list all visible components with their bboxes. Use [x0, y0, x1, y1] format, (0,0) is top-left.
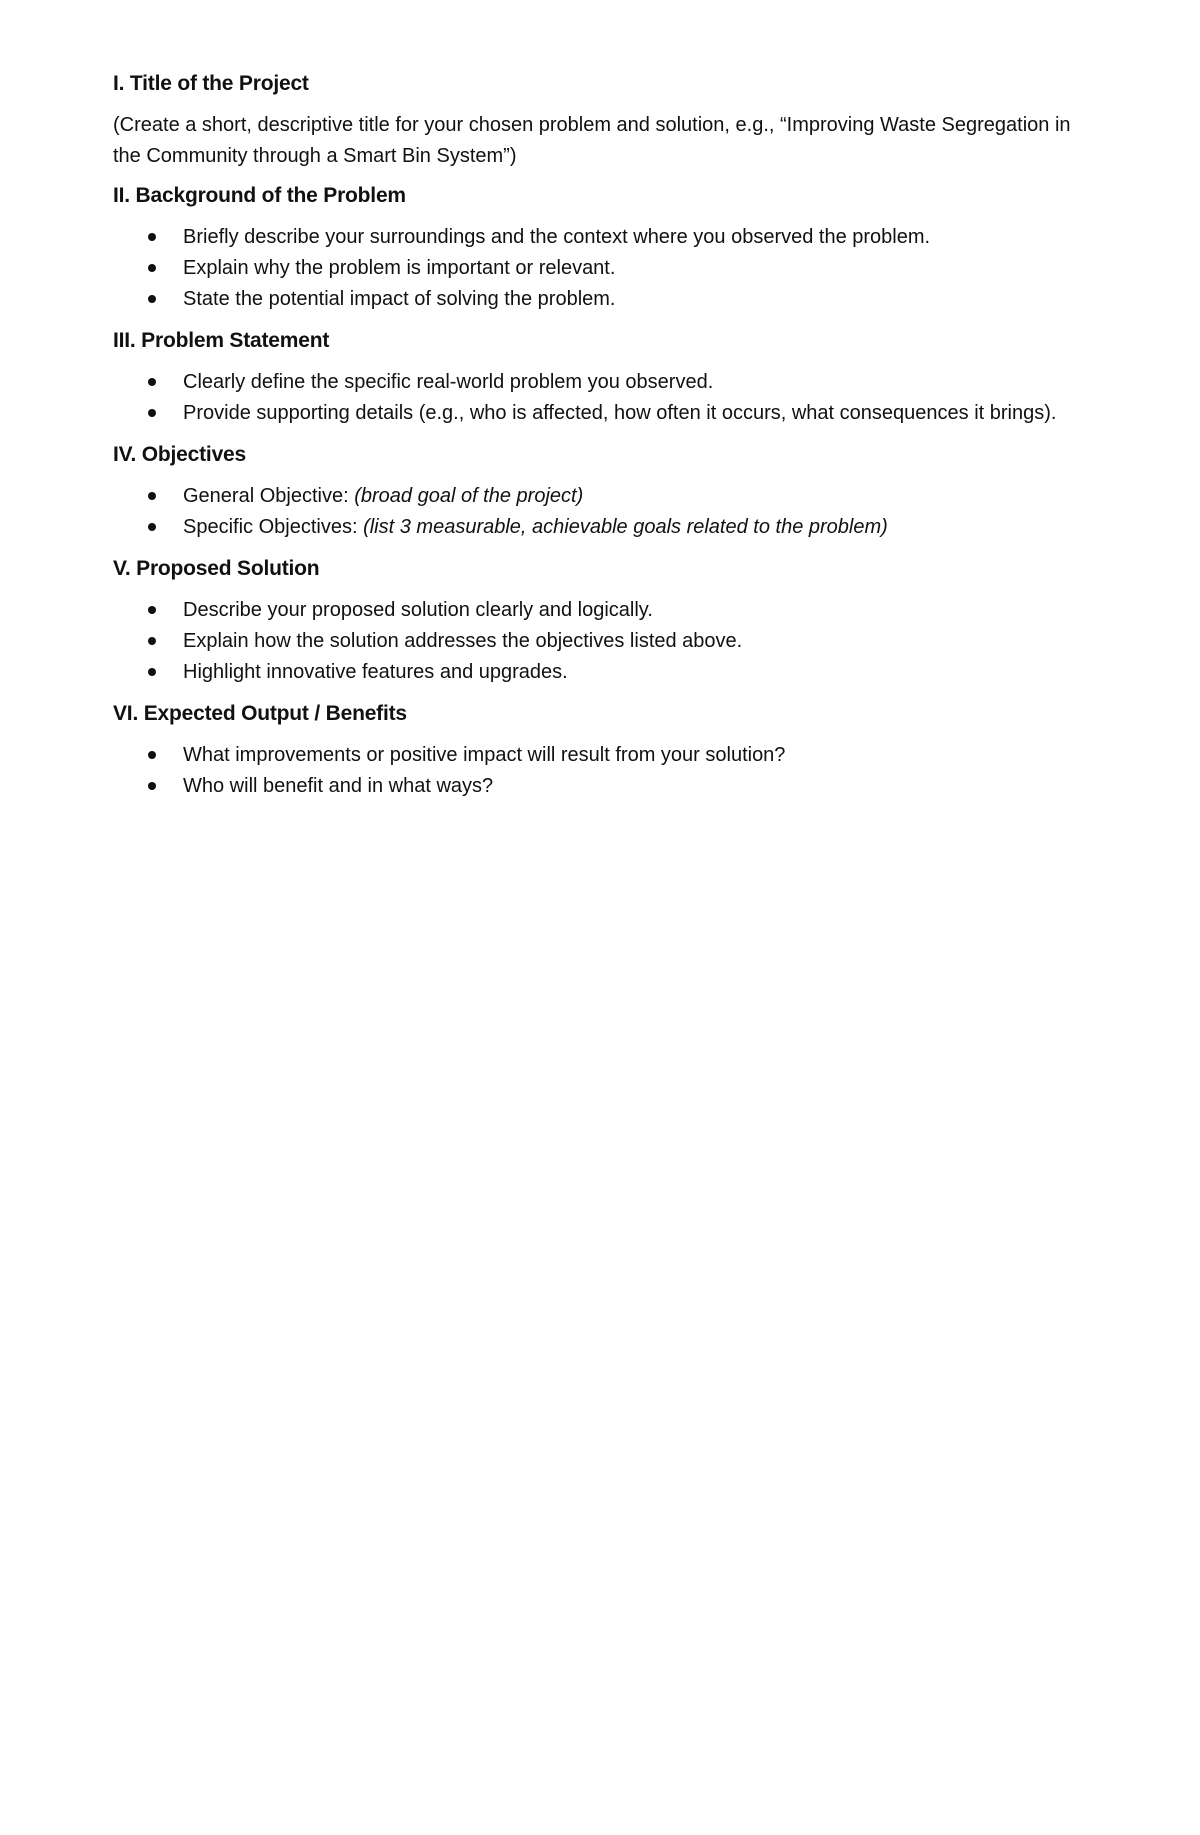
- list-item-text: Briefly describe your surroundings and the context where you observed the problem.: [183, 226, 931, 248]
- list-item-text: State the potential impact of solving the problem.: [183, 288, 616, 310]
- bullet-icon: [148, 378, 156, 386]
- bullet-list: [113, 481, 1090, 543]
- section-heading: I. Title of the Project: [113, 72, 309, 95]
- section-heading: IV. Objectives: [113, 443, 247, 466]
- section-heading: VI. Expected Output / Benefits: [113, 702, 407, 725]
- list-item-text: General Objective:: [183, 485, 355, 507]
- bullet-icon: [148, 606, 156, 614]
- list-item-text: Clearly define the specific real-world problem you observed.: [183, 371, 714, 393]
- bullet-list: [113, 595, 1090, 688]
- section-heading: V. Proposed Solution: [113, 557, 320, 580]
- bullet-list: [113, 367, 1090, 429]
- list-item: [113, 595, 1090, 626]
- bullet-icon: [148, 782, 156, 790]
- section-proposed-solution: [113, 555, 1090, 688]
- list-item-italic-note: (list 3 measurable, achievable goals related to the problem): [363, 516, 888, 538]
- section-background: [113, 182, 1090, 315]
- section-heading: III. Problem Statement: [113, 329, 330, 352]
- bullet-icon: [148, 409, 156, 417]
- section-title-of-project: [113, 70, 1090, 172]
- list-item: [113, 367, 1090, 398]
- list-item: [113, 657, 1090, 688]
- list-item: [113, 481, 1090, 512]
- bullet-list: [113, 222, 1090, 315]
- list-item-text: Provide supporting details (e.g., who is affected, how often it occurs, what consequences it brings).: [183, 402, 1057, 424]
- section-paragraph: (Create a short, descriptive title for your chosen problem and solution, e.g., “Improving Waste Segregation in the Community through a Smart Bin System”): [113, 114, 1071, 167]
- list-item-text: Highlight innovative features and upgrades.: [183, 661, 568, 683]
- list-item-text: What improvements or positive impact will result from your solution?: [183, 744, 786, 766]
- list-item-text: Specific Objectives:: [183, 516, 364, 538]
- bullet-icon: [148, 233, 156, 241]
- bullet-icon: [148, 295, 156, 303]
- list-item: [113, 398, 1090, 429]
- list-item-text: Explain why the problem is important or relevant.: [183, 257, 616, 279]
- bullet-icon: [148, 492, 156, 500]
- list-item: [113, 253, 1090, 284]
- list-item: [113, 512, 1090, 543]
- list-item-text: Describe your proposed solution clearly and logically.: [183, 599, 653, 621]
- section-problem-statement: [113, 327, 1090, 429]
- list-item-italic-note: (broad goal of the project): [354, 485, 584, 507]
- list-item-text: Who will benefit and in what ways?: [183, 775, 494, 797]
- list-item: [113, 284, 1090, 315]
- section-heading: II. Background of the Problem: [113, 184, 406, 207]
- list-item: [113, 740, 1090, 771]
- list-item: [113, 626, 1090, 657]
- list-item: [113, 771, 1090, 802]
- list-item-text: Explain how the solution addresses the objectives listed above.: [183, 630, 743, 652]
- bullet-icon: [148, 751, 156, 759]
- bullet-icon: [148, 637, 156, 645]
- section-expected-output: [113, 700, 1090, 802]
- bullet-icon: [148, 523, 156, 531]
- list-item: [113, 222, 1090, 253]
- bullet-icon: [148, 668, 156, 676]
- section-objectives: [113, 441, 1090, 543]
- bullet-icon: [148, 264, 156, 272]
- bullet-list: [113, 740, 1090, 802]
